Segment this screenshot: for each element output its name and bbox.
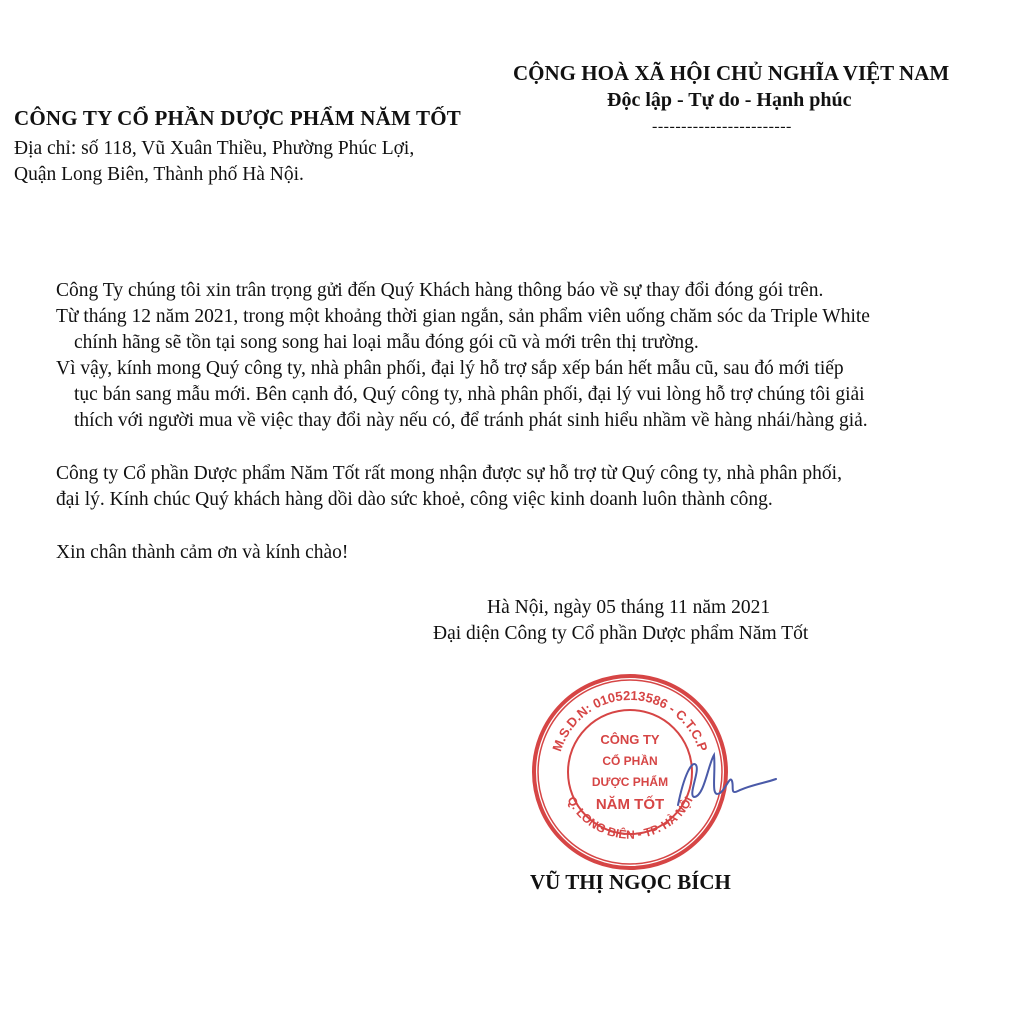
body-line: tục bán sang mẫu mới. Bên cạnh đó, Quý công ty, nhà phân phối, đại lý vui lòng hỗ trợ chúng tôi giải [74, 384, 865, 405]
seal-line-3: DƯỢC PHẨM [591, 775, 669, 789]
seal-line-4: NĂM TỐT [595, 796, 665, 813]
header-divider: ------------------------ [652, 118, 792, 135]
date-line: Hà Nội, ngày 05 tháng 11 năm 2021 [487, 597, 771, 618]
letter-body [56, 278, 956, 566]
body-line: chính hãng sẽ tồn tại song song hai loại mẫu đóng gói cũ và mới trên thị trường. [74, 332, 699, 353]
body-line: thích với người mua về việc thay đổi này nếu có, để tránh phát sinh hiểu nhầm về hàng nhái/hàng giả. [74, 410, 868, 431]
national-motto: Độc lập - Tự do - Hạnh phúc [607, 89, 852, 111]
signer-name: VŨ THỊ NGỌC BÍCH [530, 870, 731, 894]
seal-line-2: CỔ PHẦN [602, 754, 658, 768]
body-line: Công ty Cổ phần Dược phẩm Năm Tốt rất mong nhận được sự hỗ trợ từ Quý công ty, nhà phân phối, [56, 463, 842, 484]
body-line: đại lý. Kính chúc Quý khách hàng dồi dào sức khoẻ, công việc kinh doanh luôn thành công. [56, 489, 773, 510]
handwritten-signature [670, 735, 780, 825]
company-address [14, 136, 414, 188]
body-line: Công Ty chúng tôi xin trân trọng gửi đến Quý Khách hàng thông báo về sự thay đổi đóng gói trên. [56, 280, 824, 301]
address-line-1: Địa chỉ: số 118, Vũ Xuân Thiều, Phường Phúc Lợi, [14, 138, 415, 159]
company-name: CÔNG TY CỔ PHẦN DƯỢC PHẨM NĂM TỐT [14, 106, 462, 130]
seal-bottom-text: Q. LONG BIÊN - TP. HÀ NỘI [564, 794, 696, 842]
body-line: Từ tháng 12 năm 2021, trong một khoảng thời gian ngắn, sản phẩm viên uống chăm sóc da Triple White [56, 306, 870, 327]
body-line: Vì vậy, kính mong Quý công ty, nhà phân phối, đại lý hỗ trợ sắp xếp bán hết mẫu cũ, sau đó mới tiếp [56, 358, 844, 379]
representative-line: Đại diện Công ty Cổ phần Dược phẩm Năm Tốt [433, 623, 809, 644]
seal-ring-text: M.S.D.N: 0105213586 - C.T.C.P [549, 687, 711, 754]
address-line-2: Quận Long Biên, Thành phố Hà Nội. [14, 164, 304, 185]
closing-line: Xin chân thành cảm ơn và kính chào! [56, 542, 349, 563]
national-title: CỘNG HOÀ XÃ HỘI CHỦ NGHĨA VIỆT NAM [513, 61, 950, 85]
seal-line-1: CÔNG TY [600, 732, 660, 747]
